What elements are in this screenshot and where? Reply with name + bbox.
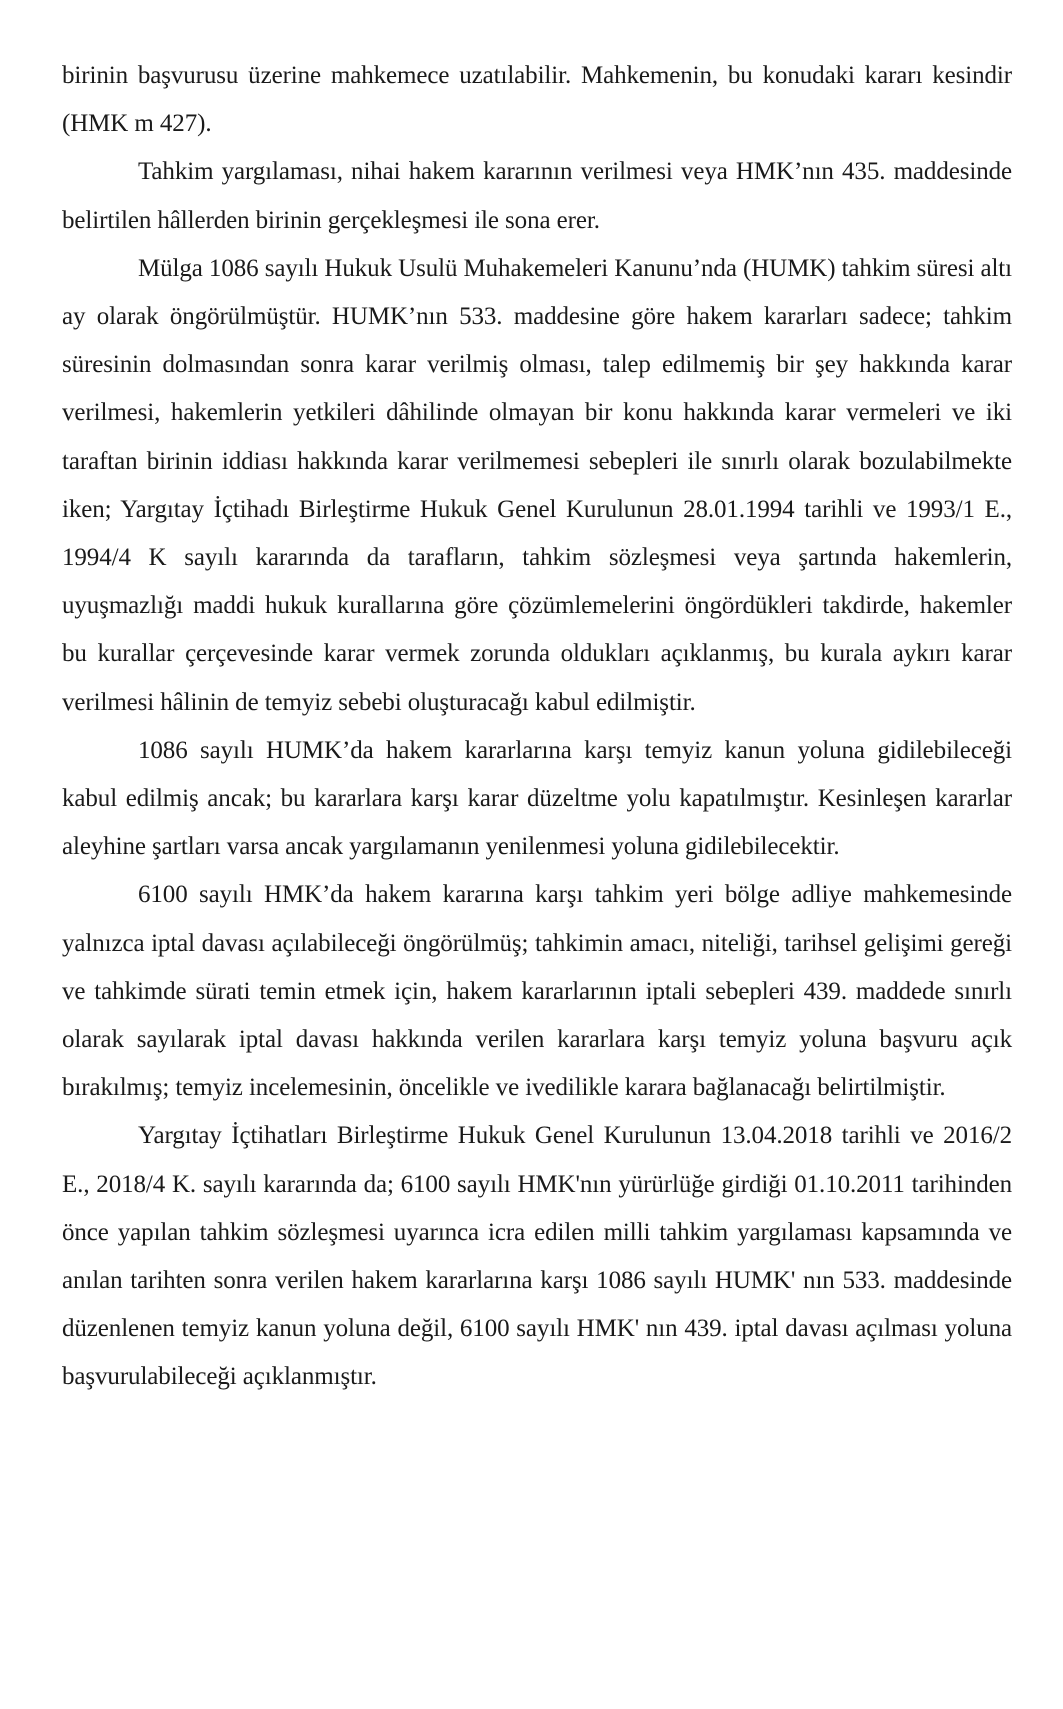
paragraph-tahkim-sona-erme: Tahkim yargılaması, nihai hakem kararının verilmesi veya HMK’nın 435. maddesinde belirtilen hâllerden birinin gerçekleşmesi ile sona erer.	[62, 158, 1012, 234]
paragraph-humk-temyiz: 1086 sayılı HUMK’da hakem kararlarına karşı temyiz kanun yoluna gidilebileceği kabul edilmiş ancak; bu kararlara karşı karar düzeltme yolu kapatılmıştır. Kesinleşen kararlar aleyhine şartları varsa ancak yargılamanın yenilenmesi yoluna gidilebilecektir.	[62, 736, 1012, 861]
paragraph-mulga-humk: Mülga 1086 sayılı Hukuk Usulü Muhakemeleri Kanunu’nda (HUMK) tahkim süresi altı ay olarak öngörülmüştür. HUMK’nın 533. maddesine göre hakem kararları sadece; tahkim süresinin dolmasından sonra karar verilmiş olması, talep edilmemiş bir şey hakkında karar verilmesi, hakemlerin yetkileri dâhilinde olmayan bir konu hakkında karar vermeleri ve iki taraftan birinin iddiası hakkında karar verilmemesi sebepleri ile sınırlı olarak bozulabilmekte iken; Yargıtay İçtihadı Birleştirme Hukuk Genel Kurulunun 28.01.1994 tarihli ve 1993/1 E., 1994/4 K sayılı kararında da tarafların, tahkim sözleşmesi veya şartında hakemlerin, uyuşmazlığı maddi hukuk kurallarına göre çözümlemelerini öngördükleri takdirde, hakemler bu kurallar çerçevesinde karar vermek zorunda oldukları açıklanmış, bu kurala aykırı karar verilmesi hâlinin de temyiz sebebi oluşturacağı kabul edilmiştir.	[62, 254, 1012, 716]
document-page	[62, 52, 1012, 1402]
paragraph-continuation: birinin başvurusu üzerine mahkemece uzatılabilir. Mahkemenin, bu konudaki kararı kesindir (HMK m 427).	[62, 62, 1012, 138]
paragraph-hmk-iptal-davasi: 6100 sayılı HMK’da hakem kararına karşı tahkim yeri bölge adliye mahkemesinde yalnızca iptal davası açılabileceği öngörülmüş; tahkimin amacı, niteliği, tarihsel gelişimi gereği ve tahkimde sürati temin etmek için, hakem kararlarının iptali sebepleri 439. maddede sınırlı olarak sayılarak iptal davası hakkında verilen kararlara karşı temyiz yoluna başvuru açık bırakılmış; temyiz incelemesinin, öncelikle ve ivedilikle karara bağlanacağı belirtilmiştir.	[62, 881, 1012, 1102]
paragraph-ictihad-birlestirme: Yargıtay İçtihatları Birleştirme Hukuk Genel Kurulunun 13.04.2018 tarihli ve 2016/2 E., 2018/4 K. sayılı kararında da; 6100 sayılı HMK'nın yürürlüğe girdiği 01.10.2011 tarihinden önce yapılan tahkim sözleşmesi uyarınca icra edilen milli tahkim yargılaması kapsamında ve anılan tarihten sonra verilen hakem kararlarına karşı 1086 sayılı HUMK' nın 533. maddesinde düzenlenen temyiz kanun yoluna değil, 6100 sayılı HMK' nın 439. iptal davası açılması yoluna başvurulabileceği açıklanmıştır.	[62, 1122, 1012, 1391]
